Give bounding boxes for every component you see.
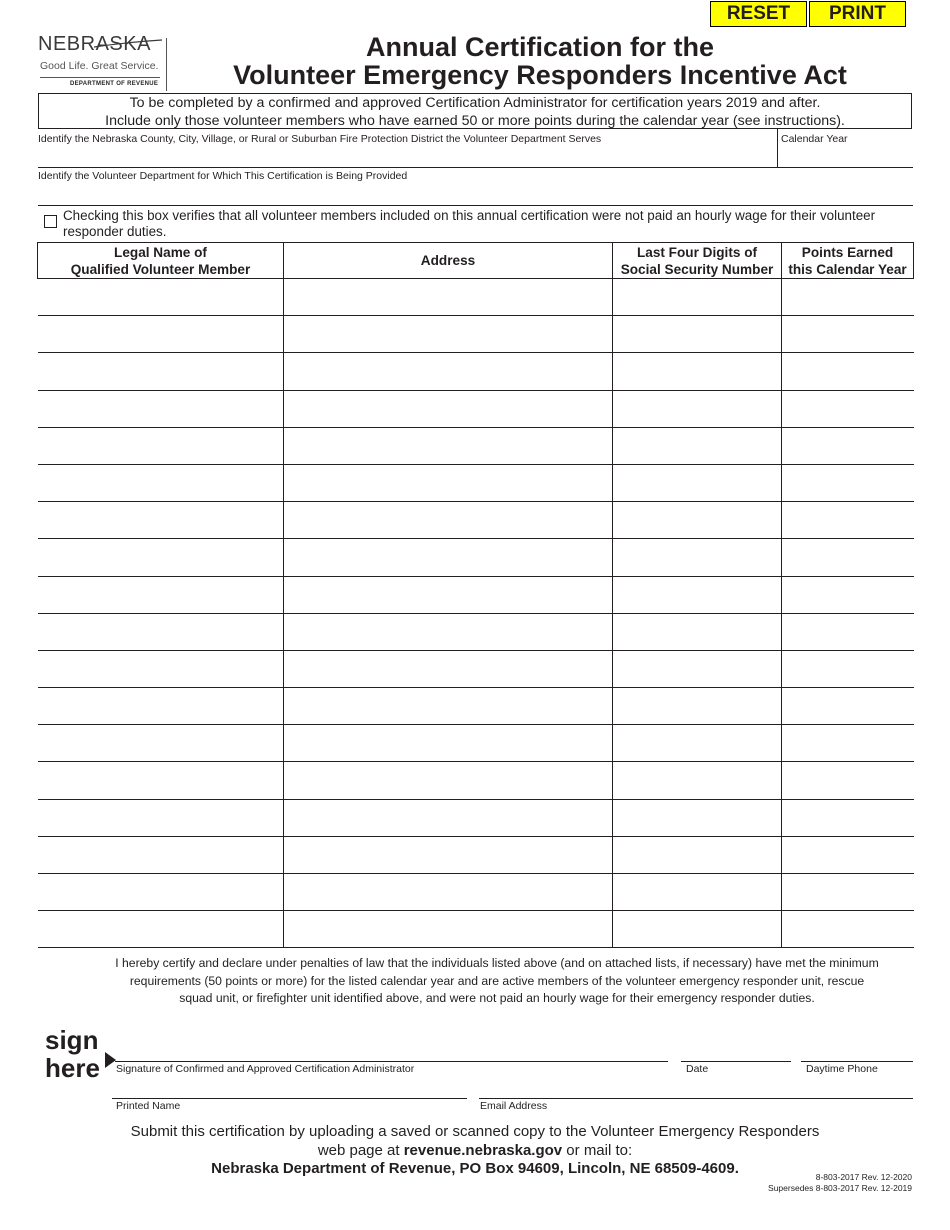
name-cell[interactable] [38, 576, 284, 613]
signature-input[interactable] [115, 1044, 668, 1060]
name-cell[interactable] [38, 427, 284, 464]
field-divider [777, 129, 778, 167]
points-cell[interactable] [782, 688, 914, 725]
ssn-cell[interactable] [613, 799, 782, 836]
ssn-cell[interactable] [613, 502, 782, 539]
table-row [38, 613, 914, 650]
print-button[interactable]: PRINT [809, 1, 906, 27]
ssn-cell[interactable] [613, 464, 782, 501]
name-cell[interactable] [38, 539, 284, 576]
submit-line1: Submit this certification by uploading a saved or scanned copy to the Volunteer Emergency Responders [130, 1123, 820, 1140]
table-row [38, 799, 914, 836]
date-input[interactable] [681, 1044, 791, 1060]
form-supersedes: Supersedes 8-803-2017 Rev. 12-2019 [768, 1183, 912, 1193]
date-line [681, 1061, 791, 1062]
certification-statement: I hereby certify and declare under penalties of law that the individuals listed above (and on attached lists, if necessary) have met the minimum requirements (50 points or more) for the listed calendar year and are active members of the volunteer emergency responder unit, rescue squad unit, or firefighter unit identified above, and were not paid an hourly wage for their emergency responder duties. [115, 956, 879, 1005]
header-legal-name: Legal Name of Qualified Volunteer Member [38, 243, 284, 279]
members-table [37, 242, 914, 948]
ssn-cell[interactable] [613, 874, 782, 911]
ssn-cell[interactable] [613, 353, 782, 390]
header-address: Address [284, 243, 613, 279]
address-cell[interactable] [284, 353, 613, 390]
name-cell[interactable] [38, 650, 284, 687]
reset-button[interactable]: RESET [710, 1, 807, 27]
email-label: Email Address [480, 1100, 548, 1112]
mailing-address: Nebraska Department of Revenue, PO Box 94609, Lincoln, NE 68509-4609. [211, 1160, 739, 1177]
points-cell[interactable] [782, 279, 914, 316]
name-cell[interactable] [38, 836, 284, 873]
phone-input[interactable] [801, 1044, 913, 1060]
points-cell[interactable] [782, 353, 914, 390]
form-revision: 8-803-2017 Rev. 12-2020 [815, 1172, 912, 1182]
table-row [38, 650, 914, 687]
name-cell[interactable] [38, 316, 284, 353]
field-underline [38, 167, 913, 168]
checkbox-label: Checking this box verifies that all volunteer members included on this annual certification were not paid an hourly wage for their volunteer responder duties. [63, 208, 876, 239]
county-field-label: Identify the Nebraska County, City, Village, or Rural or Suburban Fire Protection District the Volunteer Department Serves [38, 133, 602, 145]
ssn-cell[interactable] [613, 911, 782, 948]
points-cell[interactable] [782, 836, 914, 873]
field-underline [38, 205, 913, 206]
table-row [38, 279, 914, 316]
ssn-cell[interactable] [613, 650, 782, 687]
date-label: Date [686, 1063, 709, 1075]
address-cell[interactable] [284, 539, 613, 576]
header-ssn: Last Four Digits of Social Security Number [613, 243, 782, 279]
table-row [38, 316, 914, 353]
ssn-cell[interactable] [613, 688, 782, 725]
department-field-label: Identify the Volunteer Department for Which This Certification is Being Provided [38, 170, 408, 182]
address-cell[interactable] [284, 650, 613, 687]
phone-line [801, 1061, 913, 1062]
address-cell[interactable] [284, 799, 613, 836]
name-cell[interactable] [38, 390, 284, 427]
address-cell[interactable] [284, 762, 613, 799]
name-cell[interactable] [38, 353, 284, 390]
table-row [38, 390, 914, 427]
address-cell[interactable] [284, 725, 613, 762]
points-cell[interactable] [782, 539, 914, 576]
table-row [38, 911, 914, 948]
calendar-year-input[interactable] [780, 148, 910, 166]
printed-name-line [112, 1098, 467, 1099]
instructions-line1: To be completed by a confirmed and approved Certification Administrator for certification years 2019 and after. [129, 95, 821, 111]
table-row [38, 874, 914, 911]
department-input[interactable] [38, 185, 910, 203]
name-cell[interactable] [38, 613, 284, 650]
address-cell[interactable] [284, 688, 613, 725]
table-row [38, 464, 914, 501]
ssn-cell[interactable] [613, 725, 782, 762]
address-cell[interactable] [284, 911, 613, 948]
ssn-cell[interactable] [613, 836, 782, 873]
page-title-line1: Annual Certification for the [365, 32, 714, 62]
points-cell[interactable] [782, 911, 914, 948]
name-cell[interactable] [38, 464, 284, 501]
table-row [38, 427, 914, 464]
logo-swoosh-icon [94, 38, 164, 50]
ssn-cell[interactable] [613, 390, 782, 427]
ssn-cell[interactable] [613, 576, 782, 613]
name-cell[interactable] [38, 874, 284, 911]
calendar-year-label: Calendar Year [781, 133, 848, 145]
address-cell[interactable] [284, 427, 613, 464]
table-row [38, 836, 914, 873]
ssn-cell[interactable] [613, 279, 782, 316]
logo-vertical-divider [166, 38, 167, 91]
table-row [38, 502, 914, 539]
name-cell[interactable] [38, 725, 284, 762]
points-cell[interactable] [782, 799, 914, 836]
page-title-line2: Volunteer Emergency Responders Incentive Act [233, 60, 847, 90]
name-cell[interactable] [38, 911, 284, 948]
instructions-line2: Include only those volunteer members who have earned 50 or more points during the calendar year (see instructions). [105, 112, 845, 129]
logo-wordmark: NEBRASKA [38, 33, 151, 55]
address-cell[interactable] [284, 502, 613, 539]
points-cell[interactable] [782, 762, 914, 799]
submit-instructions [80, 1123, 870, 1179]
ssn-cell[interactable] [613, 427, 782, 464]
printed-name-input[interactable] [112, 1081, 467, 1097]
name-cell[interactable] [38, 799, 284, 836]
website-link[interactable]: revenue.nebraska.gov [403, 1141, 563, 1159]
submit-line2: web page at revenue.nebraska.gov or mail to: [317, 1141, 633, 1159]
logo-tagline: Good Life. Great Service. [40, 60, 159, 72]
email-input[interactable] [479, 1081, 913, 1097]
table-row [38, 353, 914, 390]
address-cell[interactable] [284, 464, 613, 501]
table-row [38, 762, 914, 799]
address-cell[interactable] [284, 613, 613, 650]
name-cell[interactable] [38, 502, 284, 539]
points-cell[interactable] [782, 390, 914, 427]
ssn-cell[interactable] [613, 539, 782, 576]
phone-label: Daytime Phone [806, 1063, 878, 1075]
points-cell[interactable] [782, 502, 914, 539]
name-cell[interactable] [38, 279, 284, 316]
table-row [38, 725, 914, 762]
county-input[interactable] [38, 148, 773, 166]
printed-name-label: Printed Name [116, 1100, 181, 1112]
ssn-cell[interactable] [613, 613, 782, 650]
name-cell[interactable] [38, 688, 284, 725]
instructions-box [38, 93, 912, 129]
signature-line [115, 1061, 668, 1062]
signature-label: Signature of Confirmed and Approved Certification Administrator [116, 1063, 415, 1075]
logo-divider [40, 77, 160, 78]
points-cell[interactable] [782, 464, 914, 501]
ssn-cell[interactable] [613, 316, 782, 353]
logo-department: DEPARTMENT OF REVENUE [70, 81, 159, 87]
points-cell[interactable] [782, 576, 914, 613]
header-points: Points Earned this Calendar Year [782, 243, 914, 279]
ssn-cell[interactable] [613, 762, 782, 799]
address-cell[interactable] [284, 576, 613, 613]
address-cell[interactable] [284, 390, 613, 427]
address-cell[interactable] [284, 279, 613, 316]
address-cell[interactable] [284, 316, 613, 353]
table-row [38, 539, 914, 576]
points-cell[interactable] [782, 427, 914, 464]
points-cell[interactable] [782, 725, 914, 762]
table-row [38, 576, 914, 613]
points-cell[interactable] [782, 316, 914, 353]
name-cell[interactable] [38, 762, 284, 799]
sign-here-label: sign here [45, 1025, 100, 1083]
table-row [38, 688, 914, 725]
email-line [479, 1098, 913, 1099]
address-cell[interactable] [284, 874, 613, 911]
points-cell[interactable] [782, 874, 914, 911]
points-cell[interactable] [782, 613, 914, 650]
address-cell[interactable] [284, 836, 613, 873]
table-header-row [38, 243, 914, 279]
hourly-wage-checkbox[interactable] [44, 215, 57, 228]
points-cell[interactable] [782, 650, 914, 687]
